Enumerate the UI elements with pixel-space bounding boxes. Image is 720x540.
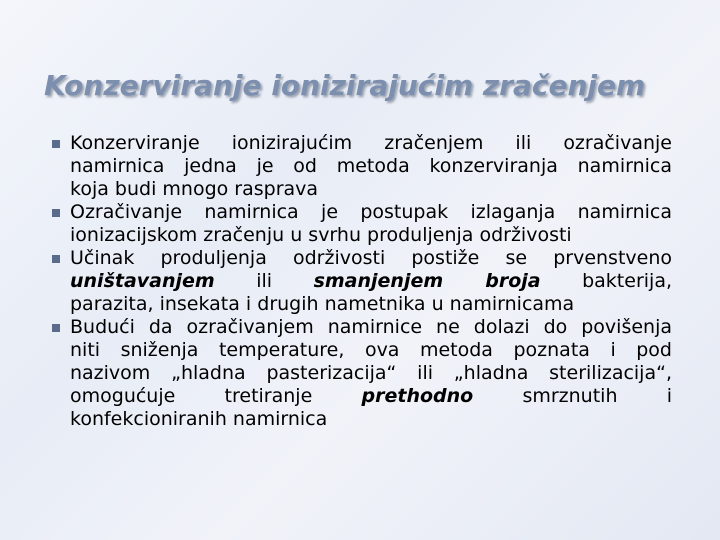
emphasized-text: prethodno xyxy=(361,385,474,407)
bullet-line xyxy=(70,155,672,178)
bullet-line xyxy=(70,132,672,155)
bullet-line xyxy=(70,224,672,247)
bullet-list xyxy=(52,132,672,431)
bullet-text: Ozračivanje namirnica je postupak izlaganja namirnica xyxy=(70,201,672,223)
emphasized-text: smanjenjem broja xyxy=(313,270,541,292)
bullet-text: Konzerviranje ionizirajućim zračenjem ili ozračivanje xyxy=(70,132,672,154)
bullet-line xyxy=(70,201,672,224)
bullet-line xyxy=(70,247,672,270)
bullet-line xyxy=(70,339,672,362)
bullet-text: niti sniženja temperature, ova metoda poznata i pod xyxy=(70,339,672,361)
bullet-text: bakterija, xyxy=(540,270,672,292)
bullet-text: nazivom „hladna pasterizacija“ ili „hladna sterilizacija“, xyxy=(70,362,672,384)
bullet-text: ionizacijskom zračenju u svrhu produljenja održivosti xyxy=(70,224,572,246)
bullet-item xyxy=(52,132,672,201)
bullet-text: parazita, insekata i drugih nametnika u namirnicama xyxy=(70,293,575,315)
bullet-line xyxy=(70,178,672,201)
bullet-line xyxy=(70,316,672,339)
bullet-text: ili xyxy=(214,270,314,292)
bullet-line xyxy=(70,385,672,408)
bullet-line xyxy=(70,293,672,316)
bullet-text: Učinak produljenja održivosti postiže se prvenstveno xyxy=(70,247,672,269)
bullet-line xyxy=(70,362,672,385)
bullet-line xyxy=(70,408,672,431)
bullet-text: konfekcioniranih namirnica xyxy=(70,408,328,430)
bullet-text: koja budi mnogo rasprava xyxy=(70,178,319,200)
square-bullet-icon xyxy=(52,324,60,332)
bullet-text: smrznutih i xyxy=(473,385,673,407)
bullet-item xyxy=(52,316,672,431)
bullet-item xyxy=(52,247,672,316)
square-bullet-icon xyxy=(52,209,60,217)
bullet-item xyxy=(52,201,672,247)
square-bullet-icon xyxy=(52,140,60,148)
bullet-text: Budući da ozračivanjem namirnice ne dolazi do povišenja xyxy=(70,316,672,338)
emphasized-text: uništavanjem xyxy=(70,270,215,292)
bullet-text: omogućuje tretiranje xyxy=(70,385,362,407)
slide-title: Konzerviranje ionizirajućim zračenjem xyxy=(44,69,646,102)
square-bullet-icon xyxy=(52,255,60,263)
bullet-line xyxy=(70,270,672,293)
bullet-text: namirnica jedna je od metoda konzerviranja namirnica xyxy=(70,155,672,177)
